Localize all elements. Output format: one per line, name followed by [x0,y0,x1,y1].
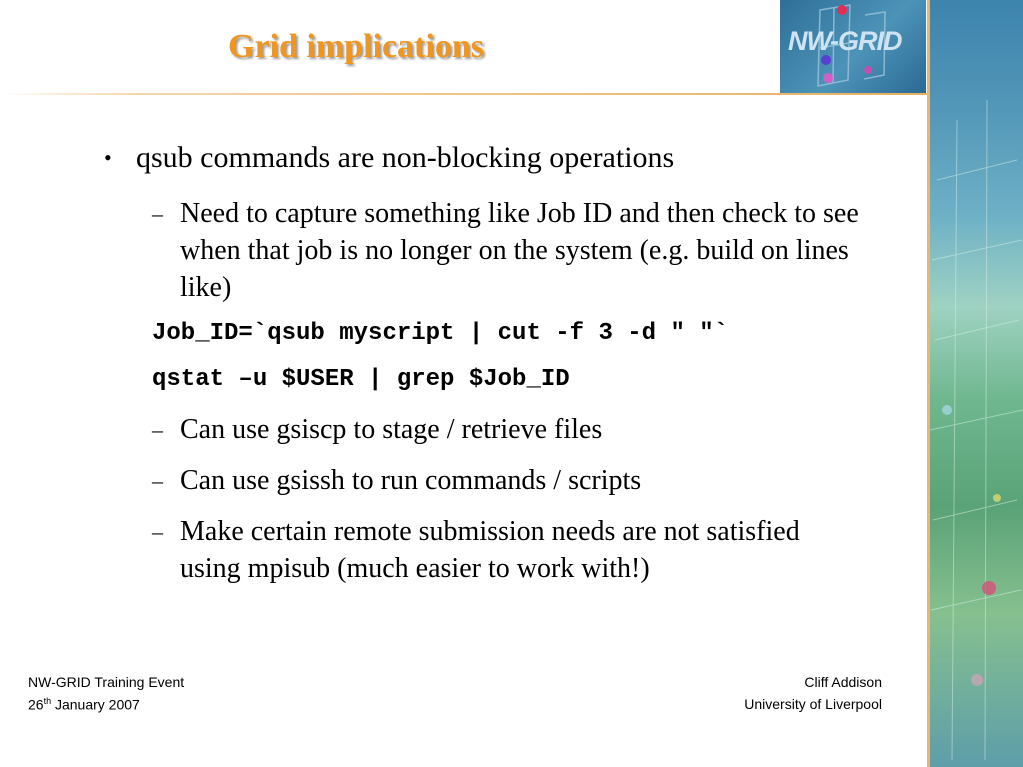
footer-date-suffix: th [43,696,52,706]
footer-institution: University of Liverpool [744,696,882,712]
main-bullet-text: qsub commands are non-blocking operations [136,141,675,174]
code-line-qstat: qstat –u $USER | grep $Job_ID [152,366,570,393]
decorative-side-panel [927,0,1023,767]
sub-bullet-dash: – [152,417,163,442]
sub-bullet-capture-job-id [152,195,860,306]
footer-event: NW-GRID Training Event [28,674,185,690]
slide-title: Grid implications [228,28,484,65]
footer-author: Cliff Addison [804,674,882,690]
sub-bullet-text: Need to capture something like Job ID and then check to see when that job is no longer on the system (e.g. build on lines like) [180,198,859,303]
sub-bullet-mpisub [152,513,860,587]
footer-date [28,696,140,713]
title-divider [0,93,927,95]
sub-bullet-gsissh [152,462,860,499]
code-line-job-id: Job_ID=`qsub myscript | cut -f 3 -d " "` [152,320,729,347]
sub-bullet-text: Make certain remote submission needs are not satisfied using mpisub (much easier to work with!) [180,516,800,584]
bullet-dot: • [104,145,112,170]
footer-date-rest: January 2007 [51,696,140,713]
sub-bullet-dash: – [152,201,163,226]
logo-text: NW-GRID [788,26,902,56]
sub-bullet-text: Can use gsiscp to stage / retrieve files [180,414,603,445]
sub-bullet-dash: – [152,468,163,493]
nw-grid-logo [780,0,926,93]
footer-date-day: 26 [28,696,44,713]
sub-bullet-dash: – [152,519,163,544]
panel-graphic [927,0,1023,767]
sub-bullet-text: Can use gsissh to run commands / scripts [180,465,642,496]
sub-bullet-gsiscp [152,411,860,448]
main-bullet [104,139,674,177]
